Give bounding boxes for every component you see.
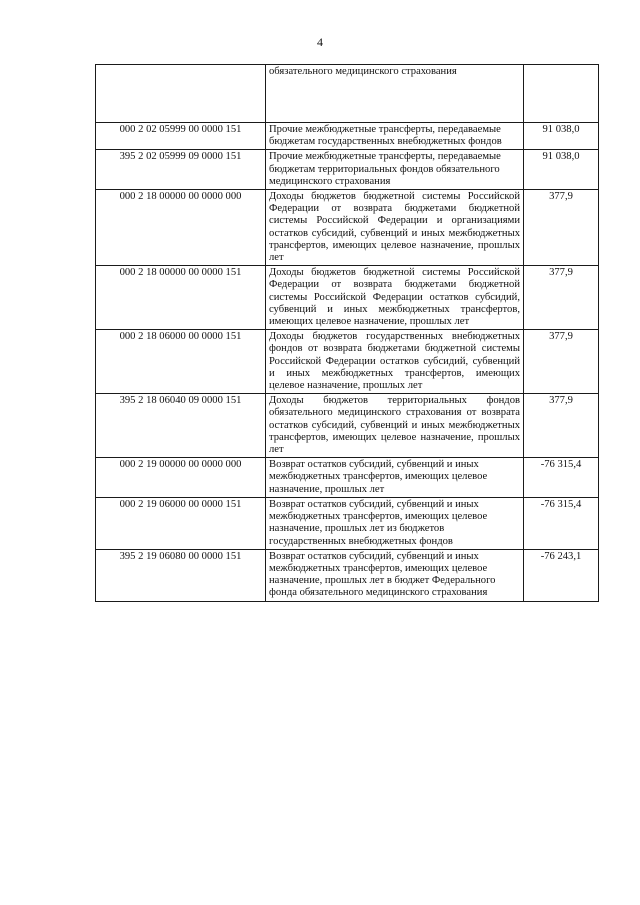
- budget-code-cell: 395 2 02 05999 09 0000 151: [96, 150, 266, 190]
- description-cell: Возврат остатков субсидий, субвенций и иных межбюджетных трансфертов, имеющих целевое назначение, прошлых лет: [266, 458, 524, 498]
- description-cell: Возврат остатков субсидий, субвенций и иных межбюджетных трансфертов, имеющих целевое назначение, прошлых лет из бюджетов государственных внебюджетных фондов: [266, 497, 524, 549]
- table-row: [96, 458, 599, 498]
- table-row: [96, 549, 599, 601]
- table-row: [96, 150, 599, 190]
- table-row: [96, 497, 599, 549]
- budget-code-cell: 000 2 02 05999 00 0000 151: [96, 123, 266, 150]
- table-row: [96, 394, 599, 458]
- description-cell: Прочие межбюджетные трансферты, передаваемые бюджетам государственных внебюджетных фондов: [266, 123, 524, 150]
- amount-cell: 377,9: [524, 266, 599, 330]
- description-cell: Прочие межбюджетные трансферты, передаваемые бюджетам территориальных фондов обязательного медицинского страхования: [266, 150, 524, 190]
- description-cell: Доходы бюджетов бюджетной системы Российской Федерации от возврата бюджетами бюджетной системы Российской Федерации и организациями остатков субсидий, субвенций и иных межбюджетных трансфертов, имеющих целевое назначение, прошлых лет: [266, 190, 524, 266]
- amount-cell: [524, 65, 599, 123]
- description-cell: обязательного медицинского страхования: [266, 65, 524, 123]
- description-cell: Возврат остатков субсидий, субвенций и иных межбюджетных трансфертов, имеющих целевое назначение, прошлых лет в бюджет Федерального фонда обязательного медицинского страхования: [266, 549, 524, 601]
- amount-cell: 377,9: [524, 394, 599, 458]
- budget-code-cell: 395 2 19 06080 00 0000 151: [96, 549, 266, 601]
- table-row: [96, 123, 599, 150]
- table-row: [96, 190, 599, 266]
- amount-cell: -76 315,4: [524, 497, 599, 549]
- table-row: [96, 330, 599, 394]
- budget-code-cell: 000 2 18 00000 00 0000 151: [96, 266, 266, 330]
- amount-cell: -76 315,4: [524, 458, 599, 498]
- amount-cell: 377,9: [524, 330, 599, 394]
- description-cell: Доходы бюджетов территориальных фондов обязательного медицинского страхования от возврата остатков субсидий, субвенций и иных межбюджетных трансфертов, имеющих целевое назначение, прошлых лет: [266, 394, 524, 458]
- page-number: 4: [317, 35, 323, 49]
- budget-code-cell: 000 2 18 00000 00 0000 000: [96, 190, 266, 266]
- table-row: [96, 266, 599, 330]
- description-cell: Доходы бюджетов государственных внебюджетных фондов от возврата бюджетами бюджетной системы Российской Федерации остатков субсидий, субвенций и иных межбюджетных трансфертов, имеющих целевое назначение, прошлых лет: [266, 330, 524, 394]
- budget-code-cell: 000 2 19 00000 00 0000 000: [96, 458, 266, 498]
- revenue-table: [95, 64, 599, 602]
- amount-cell: 91 038,0: [524, 123, 599, 150]
- description-cell: Доходы бюджетов бюджетной системы Российской Федерации от возврата бюджетами бюджетной системы Российской Федерации остатков субсидий, субвенций и иных межбюджетных трансфертов, имеющих целевое назначение, прошлых лет: [266, 266, 524, 330]
- budget-code-cell: 395 2 18 06040 09 0000 151: [96, 394, 266, 458]
- amount-cell: 377,9: [524, 190, 599, 266]
- budget-code-cell: 000 2 19 06000 00 0000 151: [96, 497, 266, 549]
- budget-code-cell: [96, 65, 266, 123]
- budget-code-cell: 000 2 18 06000 00 0000 151: [96, 330, 266, 394]
- amount-cell: 91 038,0: [524, 150, 599, 190]
- table-row: [96, 65, 599, 123]
- amount-cell: -76 243,1: [524, 549, 599, 601]
